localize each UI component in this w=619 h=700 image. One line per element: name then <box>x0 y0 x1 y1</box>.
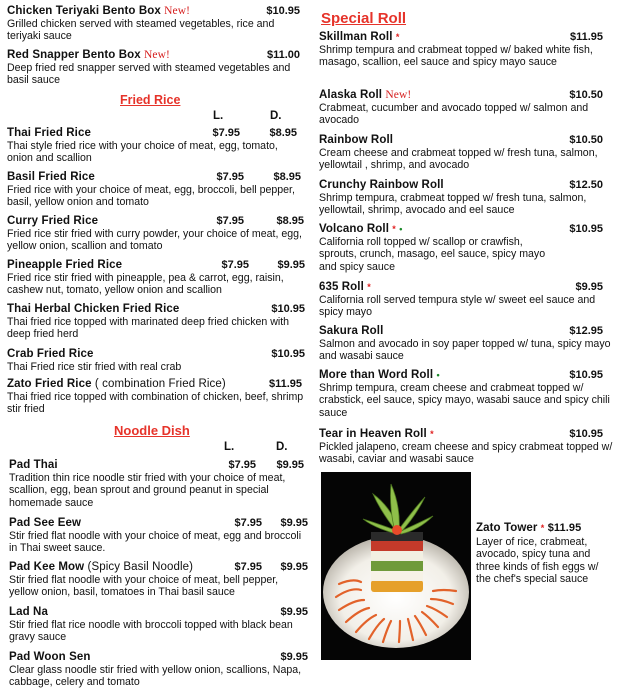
item-description: Thai style fried rice with your choice of meat, egg, tomato, onion and scallion <box>7 140 278 165</box>
item-price: $10.95 <box>569 428 603 440</box>
item-price-lunch: $7.95 <box>212 127 240 139</box>
item-name: Pad Kee Mow <box>9 561 85 573</box>
menu-item-zato-tower <box>476 521 616 585</box>
item-description: Stir fried flat noodle with your choice of meat, egg and broccoli in Thai sweet sauce. <box>9 530 302 555</box>
item-price-dinner: $8.95 <box>269 127 297 139</box>
item-name: Crab Fried Rice <box>7 348 94 360</box>
item-description: Shrimp tempura and crabmeat topped w/ baked white fish, masago, scallion, eel sauce and spicy mayo sauce <box>319 44 593 69</box>
item-name: More than Word Roll <box>319 369 434 381</box>
item-name: Pad Woon Sen <box>9 651 91 663</box>
item-price-lunch: $7.95 <box>216 171 244 183</box>
item-price-lunch: $7.95 <box>228 459 256 471</box>
spicy-mark-icon: * <box>540 523 545 533</box>
item-description: Thai fried rice topped with combination of chicken, beef, shrimp stir fried <box>7 391 304 416</box>
item-name: Red Snapper Bento Box <box>7 49 141 61</box>
item-description: Thai Fried rice stir fried with real crab <box>7 361 182 373</box>
item-price: $9.95 <box>280 606 308 618</box>
spicy-mark-icon: * <box>430 429 434 439</box>
item-description: Cream cheese and crabmeat topped w/ fresh tuna, salmon, yellowtail , shrimp, and avocado <box>319 147 598 172</box>
item-name: Sakura Roll <box>319 325 384 337</box>
item-name: Lad Na <box>9 606 48 618</box>
item-price-dinner: $8.95 <box>276 215 304 227</box>
item-name: Tear in Heaven Roll <box>319 428 427 440</box>
item-price: $10.50 <box>569 89 603 101</box>
item-name: Alaska Roll <box>319 89 383 101</box>
green-dot-icon: • <box>436 370 440 380</box>
item-price: $9.95 <box>575 281 603 293</box>
item-price: $9.95 <box>280 651 308 663</box>
section-title-noodle-dish: Noodle Dish <box>114 423 190 438</box>
item-price-dinner: $9.95 <box>280 561 308 573</box>
item-price-dinner: $8.95 <box>273 171 301 183</box>
item-name: Pad See Eew <box>9 517 82 529</box>
item-description: Thai fried rice topped with marinated deep fried chicken with deep fried herd <box>7 316 290 341</box>
item-name: Pad Thai <box>9 459 58 471</box>
item-name: Curry Fried Rice <box>7 215 99 227</box>
item-price: $10.95 <box>569 223 603 235</box>
item-name: Pineapple Fried Rice <box>7 259 123 271</box>
item-description: Layer of rice, crabmeat, avocado, spicy tuna and three kinds of fish eggs w/ the chef's special sauce <box>476 536 599 585</box>
item-price: $10.95 <box>266 5 300 17</box>
new-tag: New! <box>144 49 170 61</box>
item-price: $12.50 <box>569 179 603 191</box>
zato-tower-photo <box>321 472 471 660</box>
item-name: Chicken Teriyaki Bento Box <box>7 5 161 17</box>
item-description: Deep fried red snapper served with steamed vegetables and basil sauce <box>7 62 291 87</box>
item-description: Fried rice stir fried with curry powder, your choice of meat, egg, yellow onion, scallion and tomato <box>7 228 302 253</box>
menu-item-pad-kee-mow <box>9 560 309 599</box>
item-description: California roll served tempura style w/ sweet eel sauce and spicy mayo <box>319 294 596 319</box>
item-price: $11.95 <box>569 31 603 43</box>
item-description: Fried rice with your choice of meat, egg, broccoli, bell pepper, basil, yellow onion and tomato <box>7 184 295 209</box>
section-title-special-roll: Special Roll <box>321 10 407 27</box>
item-description: California roll topped w/ scallop or crawfish, sprouts, crunch, masago, eel sauce, spicy mayo and spicy sauce <box>319 236 546 273</box>
menu-item-pad-see-eew <box>9 516 309 555</box>
item-name: Rainbow Roll <box>319 134 394 146</box>
item-description: Pickled jalapeno, cream cheese and spicy crabmeat topped w/ wasabi, caviar and wasabi sauce <box>319 441 613 466</box>
item-price-dinner: $9.95 <box>280 517 308 529</box>
item-name: 635 Roll <box>319 281 364 293</box>
item-price: $11.00 <box>266 49 300 61</box>
item-description: Salmon and avocado in soy paper topped w/ tuna, spicy mayo and wasabi sauce <box>319 338 611 363</box>
item-name: Volcano Roll <box>319 223 389 235</box>
item-name: Thai Fried Rice <box>7 127 91 139</box>
new-tag: New! <box>385 89 412 101</box>
item-description: Grilled chicken served with steamed vegetables, rice and teriyaki sauce <box>7 18 275 43</box>
item-name: Zato Tower <box>476 522 538 534</box>
item-description: Shrimp tempura, crabmeat topped w/ fresh tuna, salmon, yellowtail, shrimp, avocado and eel sauce <box>319 192 587 217</box>
item-price-lunch: $7.95 <box>221 259 249 271</box>
item-price: $10.95 <box>569 369 603 381</box>
item-price-dinner: $9.95 <box>276 459 304 471</box>
item-note: ( combination Fried Rice) <box>91 378 226 390</box>
green-dot-icon: • <box>399 224 403 234</box>
section-title-fried-rice: Fried Rice <box>120 93 181 107</box>
item-name: Crunchy Rainbow Roll <box>319 179 444 191</box>
column-header-lunch: L. <box>224 441 235 453</box>
item-price: $10.50 <box>569 134 603 146</box>
spicy-mark-icon: * <box>367 282 371 292</box>
item-description: Shrimp tempura, cream cheese and crabmeat topped w/ crabstick, eel sauce, spicy mayo, wasabi sauce and spicy chili sauce <box>319 382 610 419</box>
item-price-lunch: $7.95 <box>234 517 262 529</box>
spicy-mark-icon: * <box>392 224 396 234</box>
zato-tower-image-icon <box>321 472 471 660</box>
new-tag: New! <box>164 5 191 17</box>
item-price: $10.95 <box>271 303 305 315</box>
menu-item-curry-fried-rice <box>7 214 303 253</box>
item-name: Basil Fried Rice <box>7 171 95 183</box>
item-price-dinner: $9.95 <box>277 259 305 271</box>
item-description: Crabmeat, cucumber and avocado topped w/ salmon and avocado <box>319 102 589 127</box>
item-name: Zato Fried Rice <box>7 378 92 390</box>
item-price-lunch: $7.95 <box>216 215 244 227</box>
item-description: Tradition thin rice noodle stir fried with your choice of meat, scallion, egg, bean sprout and ground peanut in special homemade sauce <box>9 472 286 509</box>
item-price: $10.95 <box>271 348 305 360</box>
item-description: Stir fried flat noodle with your choice of meat, bell pepper, yellow onion, basil, tomatoes in Thai basil sauce <box>9 574 279 599</box>
item-description: Stir fried flat rice noodle with broccoli topped with black bean gravy sauce <box>9 619 293 644</box>
spicy-mark-icon: * <box>395 32 400 42</box>
column-header-dinner: D. <box>270 110 282 122</box>
item-price: $11.95 <box>547 522 582 534</box>
menu-item-basil-fried-rice <box>7 170 303 209</box>
item-note: (Spicy Basil Noodle) <box>84 561 194 573</box>
item-name: Skillman Roll <box>319 31 393 43</box>
column-header-lunch: L. <box>213 110 224 122</box>
item-name: Thai Herbal Chicken Fried Rice <box>7 303 180 315</box>
column-header-dinner: D. <box>276 441 288 453</box>
item-price: $12.95 <box>569 325 603 337</box>
menu-item-pad-thai <box>9 458 305 509</box>
item-price: $11.95 <box>268 378 302 390</box>
item-price-lunch: $7.95 <box>234 561 262 573</box>
menu-item-pineapple-fried-rice <box>7 258 305 297</box>
item-description: Fried rice stir fried with pineapple, pea & carrot, egg, raisin, cashew nut, tomato, yellow onion and scallion <box>7 272 284 297</box>
item-description: Clear glass noodle stir fried with yellow onion, scallions, Napa, cabbage, celery and tomato <box>9 664 302 689</box>
